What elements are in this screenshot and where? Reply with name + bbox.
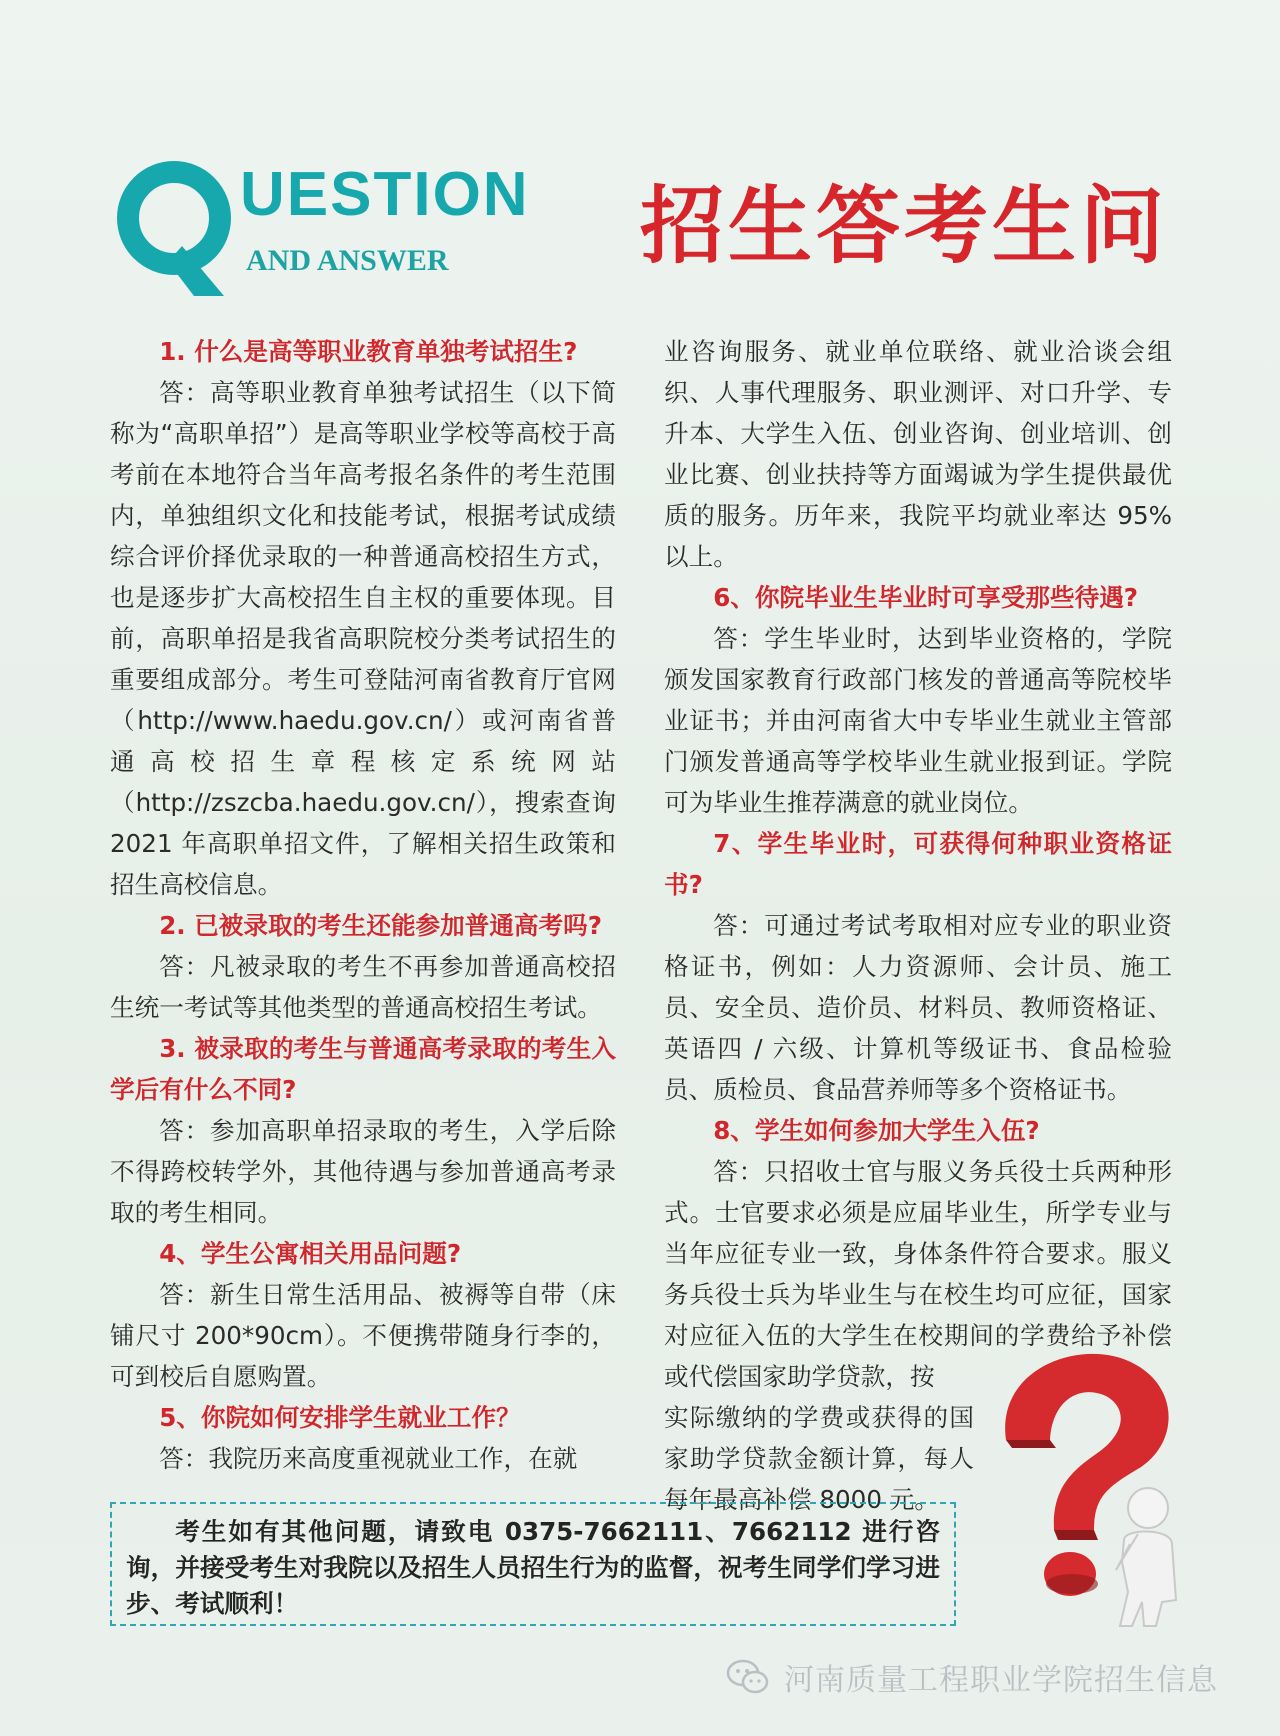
answer-4: 答：新生日常生活用品、被褥等自带（床铺尺寸 200*90cm）。不便携带随身行李的，可到校后自愿购置。 xyxy=(110,1280,616,1391)
page-title: 招生答考生问 xyxy=(639,177,1168,275)
answer-5-continued: 业咨询服务、就业单位联络、就业洽谈会组织、人事代理服务、职业测评、对口升学、专升本、大学生入伍、创业咨询、创业培训、创业比赛、创业扶持等方面竭诚为学生提供最优质的服务。历年来，我院平均就业率达 95% 以上。 xyxy=(664,337,1172,571)
logo-question-text: UESTION xyxy=(240,160,530,229)
question-6: 6、你院毕业生毕业时可享受那些待遇? xyxy=(713,583,1139,612)
answer-2: 答：凡被录取的考生不再参加普通高校招生统一考试等其他类型的普通高校招生考试。 xyxy=(110,952,616,1022)
left-column xyxy=(110,331,616,1479)
question-mark-figure-icon xyxy=(966,1330,1196,1630)
question-7: 7、学生毕业时，可获得何种职业资格证书? xyxy=(664,829,1172,899)
answer-5-start: 答：我院历来高度重视就业工作，在就 xyxy=(159,1444,578,1473)
answer-1: 答：高等职业教育单独考试招生（以下简称为“高职单招”）是高等职业学校等高校于高考前在本地符合当年高考报名条件的考生范围内，单独组织文化和技能考试，根据考试成绩综合评价择优录取的一种普通高校招生方式，也是逐步扩大高校招生自主权的重要体现。目前，高职单招是我省高职院校分类考试招生的重要组成部分。考生可登陆河南省教育厅官网（http://www.haedu.gov.cn/）或河南省普通高校招生章程核定系统网站（http://zszcba.haedu.gov.cn/），搜索查询 2021 年高职单招文件，了解相关招生政策和招生高校信息。 xyxy=(110,378,616,899)
contact-notice: 考生如有其他问题，请致电 0375-7662111、7662112 进行咨询，并接受考生对我院以及招生人员招生行为的监督，祝考生同学们学习进步、考试顺利！ xyxy=(110,1502,956,1626)
question-2: 2. 已被录取的考生还能参加普通高考吗? xyxy=(159,911,602,940)
wechat-watermark xyxy=(724,1652,1218,1702)
question-4: 4、学生公寓相关用品问题? xyxy=(159,1239,462,1268)
question-3: 3. 被录取的考生与普通高考录取的考生入学后有什么不同? xyxy=(110,1034,616,1104)
answer-7: 答：可通过考试考取相对应专业的职业资格证书，例如：人力资源师、会计员、施工员、安全员、造价员、材料员、教师资格证、英语四 / 六级、计算机等级证书、食品检验员、质检员、食品营养师等多个资格证书。 xyxy=(664,911,1172,1104)
logo-and-answer-text: AND ANSWER xyxy=(246,244,449,277)
answer-6: 答：学生毕业时，达到毕业资格的，学院颁发国家教育行政部门核发的普通高等院校毕业证书；并由河南省大中专毕业生就业主管部门颁发普通高等学校毕业生就业报到证。学院可为毕业生推荐满意的就业岗位。 xyxy=(664,624,1172,817)
answer-8: 答：只招收士官与服义务兵役士兵两种形式。士官要求必须是应届毕业生，所学专业与当年应征专业一致，身体条件符合要求。服义务兵役士兵为毕业生与在校生均可应征，国家对应征入伍的大学生在校期间的学费给予补偿或代偿国家助学贷款，按 xyxy=(664,1157,1172,1391)
q-logo-icon xyxy=(112,150,242,300)
question-8: 8、学生如何参加大学生入伍? xyxy=(713,1116,1040,1145)
answer-8-tail: 实际缴纳的学费或获得的国家助学贷款金额计算，每人每年最高补偿 8000 元。 xyxy=(664,1403,974,1514)
question-5: 5、你院如何安排学生就业工作？ xyxy=(159,1403,521,1432)
answer-3: 答：参加高职单招录取的考生，入学后除不得跨校转学外，其他待遇与参加普通高考录取的考生相同。 xyxy=(110,1116,616,1227)
wechat-icon xyxy=(724,1653,772,1701)
question-1: 1. 什么是高等职业教育单独考试招生? xyxy=(159,337,578,366)
watermark-text: 河南质量工程职业学院招生信息 xyxy=(784,1663,1218,1698)
